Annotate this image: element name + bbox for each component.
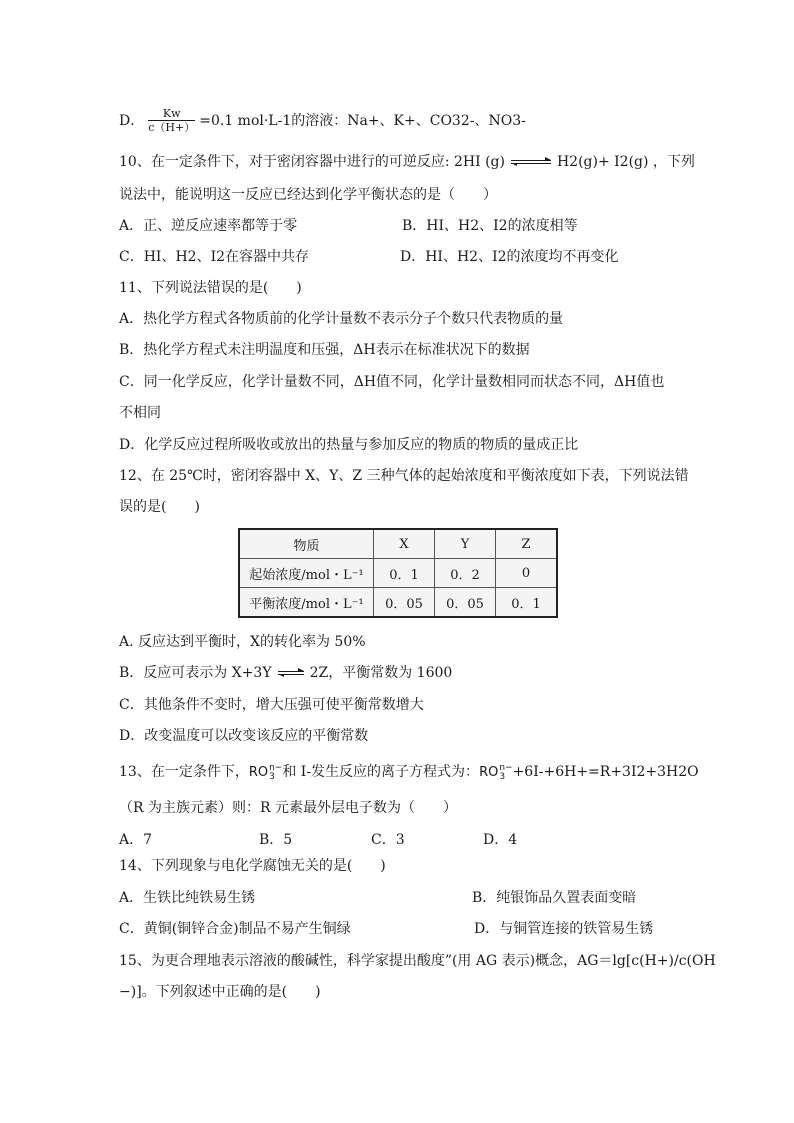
ro3-ion: [479, 762, 513, 782]
q13-option-c: C．3: [371, 832, 405, 848]
q12-option-b-right: 2Z，平衡常数为 1600: [309, 665, 453, 681]
table-cell: 0: [496, 559, 558, 588]
q12-stem-line2: 误的是( ): [119, 499, 200, 515]
ro3-subscript: 3: [499, 771, 506, 782]
q10-stem-line2: 说法中，能说明这一反应已经达到化学平衡状态的是（ ）: [119, 187, 497, 203]
q9-option-d-text: =0.1 mol·L-1的溶液：Na+、K+、CO32-、NO3-: [199, 113, 526, 129]
q10-option-d: D．HI、H2、I2的浓度均不再变化: [400, 249, 619, 265]
q12-stem-line1: 12、在 25℃时，密闭容器中 X、Y、Z 三种气体的起始浓度和平衡浓度如下表，下列说法错: [119, 468, 689, 484]
q13-stem-a: 13、在一定条件下，: [119, 764, 249, 780]
table-cell: 0．1: [496, 588, 558, 618]
q12-option-b: [119, 663, 452, 683]
q13-option-a: A．7: [119, 832, 153, 848]
q13-stem-b: 和 I-发生反应的离子方程式为：: [282, 764, 480, 780]
table-header-cell: X: [374, 529, 435, 559]
ro3-charge: n−: [499, 762, 513, 773]
table-header-cell: Z: [496, 529, 558, 559]
fraction-numerator: Kw: [148, 107, 195, 121]
q12-option-d: D．改变温度可以改变该反应的平衡常数: [119, 728, 369, 744]
fraction-denominator: c（H+）: [148, 121, 196, 134]
q11-option-b: B．热化学方程式未注明温度和压强，ΔH表示在标准状况下的数据: [119, 342, 530, 358]
q13-option-d: D．4: [483, 832, 518, 848]
q12-option-b-left: B．反应可表示为 X+3Y: [119, 665, 272, 681]
q11-stem: 11、下列说法错误的是( ): [119, 280, 302, 296]
ro3-subscript: 3: [269, 771, 275, 782]
table-header-cell: 物质: [239, 529, 374, 559]
q11-option-d: D．化学反应过程所吸收或放出的热量与参加反应的物质的物质的量成正比: [119, 437, 579, 453]
q15-stem-line2: −)]。下列叙述中正确的是( ): [119, 984, 321, 1000]
table-cell: 0．05: [374, 588, 435, 618]
q11-option-c-line1: C．同一化学反应，化学计量数不同，ΔH值不同，化学计量数相同而状态不同，ΔH值也: [119, 374, 665, 390]
table-row: [239, 588, 557, 618]
ro3-charge: n−: [269, 762, 283, 773]
q10-stem-line1: [119, 152, 695, 172]
q14-stem: 14、下列现象与电化学腐蚀无关的是( ): [119, 858, 386, 874]
q11-option-c-line2: 不相同: [119, 405, 161, 421]
q9-option-d-label: D．: [119, 113, 145, 129]
ro3-symbol: RO: [479, 765, 499, 780]
q10-stem-a: 10、在一定条件下，对于密闭容器中进行的可逆反应: 2HI (g): [119, 154, 505, 170]
kw-fraction: [148, 107, 195, 135]
ro3-symbol: RO: [248, 765, 269, 780]
q13-stem-line1: [119, 762, 699, 783]
q14-option-b: B．纯银饰品久置表面变暗: [472, 890, 637, 906]
q9-option-d: [119, 107, 526, 135]
q13-stem-line2: （R 为主族元素）则：R 元素最外层电子数为（ ）: [119, 800, 457, 816]
table-cell: 平衡浓度/mol・L⁻¹: [239, 588, 374, 618]
q15-stem-line1: 15、为更合理地表示溶液的酸碱性，科学家提出酸度”(用 AG 表示)概念，AG＝lg[c(H+)/c(OH: [119, 953, 716, 969]
q14-option-c: C．黄铜(铜锌合金)制品不易产生铜绿: [119, 921, 351, 937]
q13-stem-c: +6I-+6H+=R+3I2+3H2O: [512, 764, 699, 780]
q10-option-a: A．正、逆反应速率都等于零: [119, 218, 298, 234]
q10-option-b: B．HI、H2、I2的浓度相等: [402, 218, 578, 234]
table-cell: 起始浓度/mol・L⁻¹: [239, 559, 374, 588]
equilibrium-arrow-icon: [511, 157, 551, 167]
q10-option-c: C．HI、H2、I2在容器中共存: [119, 249, 310, 265]
table-cell: 0．2: [435, 559, 496, 588]
q10-stem-b: H2(g)+ I2(g) ，下列: [556, 154, 695, 170]
q13-option-b: B．5: [259, 832, 293, 848]
table-row: [239, 559, 557, 588]
q12-option-a: A. 反应达到平衡时，X的转化率为 50%: [119, 634, 366, 650]
q14-option-d: D．与铜管连接的铁管易生锈: [474, 921, 654, 937]
table-header-cell: Y: [435, 529, 496, 559]
q11-option-a: A．热化学方程式各物质前的化学计量数不表示分子个数只代表物质的量: [119, 311, 564, 327]
equilibrium-arrow-icon: [278, 668, 304, 678]
q14-option-a: A．生铁比纯铁易生锈: [119, 890, 256, 906]
table-header-row: [239, 529, 557, 559]
table-cell: 0．05: [435, 588, 496, 618]
q12-option-c: C．其他条件不变时，增大压强可使平衡常数增大: [119, 697, 424, 713]
ro3-ion: [248, 762, 283, 782]
table-cell: 0．1: [374, 559, 435, 588]
concentration-table: [238, 528, 558, 618]
